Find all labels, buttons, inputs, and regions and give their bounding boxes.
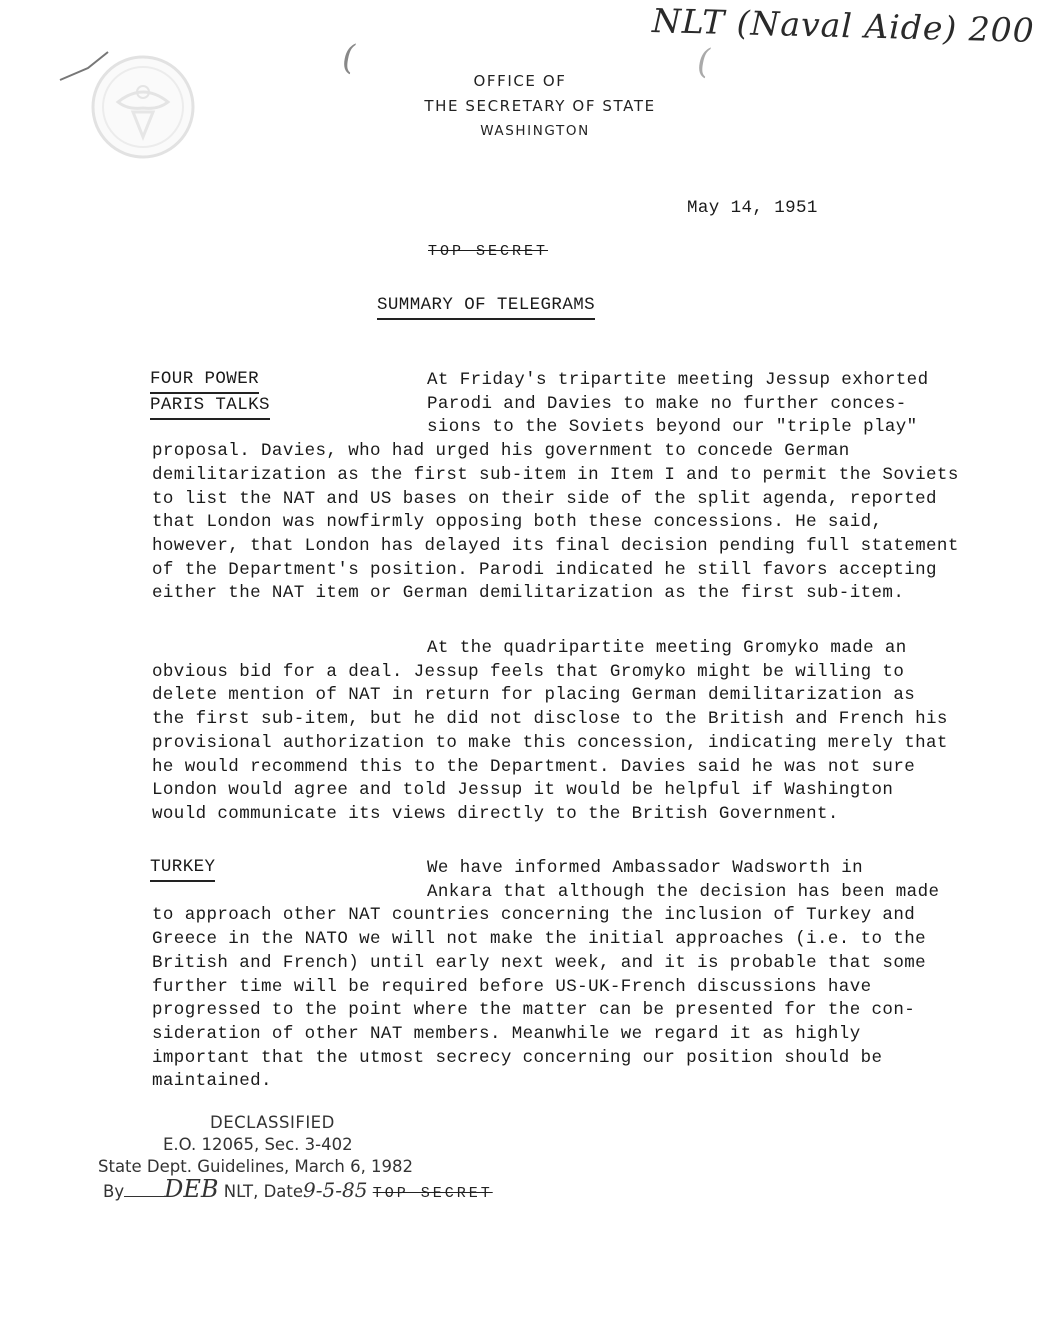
text-line: At Friday's tripartite meeting Jessup exhorted bbox=[427, 370, 929, 390]
text-line: London would agree and told Jessup it would be helpful if Washington bbox=[152, 780, 894, 801]
document-title: SUMMARY OF TELEGRAMS bbox=[377, 295, 595, 320]
executive-order: E.O. 12065, Sec. 3-402 bbox=[163, 1135, 353, 1154]
heading-line-1: FOUR POWER bbox=[150, 368, 259, 394]
text-line: further time will be required before US-UK-French discussions have bbox=[152, 976, 872, 997]
text-line: either the NAT item or German demilitarization as the first sub-item. bbox=[152, 583, 905, 604]
by-line bbox=[98, 1175, 493, 1205]
text-line: the first sub-item, but he did not disclose to the British and French his bbox=[152, 709, 948, 730]
text-line: provisional authorization to make this concession, indicating merely that bbox=[152, 732, 948, 753]
pencil-mark-icon bbox=[58, 44, 118, 84]
letterhead-city: WASHINGTON bbox=[480, 123, 590, 139]
text-line: sions to the Soviets beyond our "triple play" bbox=[427, 417, 918, 438]
declassification-stamp bbox=[98, 1112, 493, 1205]
text-line: he would recommend this to the Department. Davies said he was not sure bbox=[152, 756, 916, 777]
text-line: that London was nowfirmly opposing both these concessions. He said, bbox=[152, 512, 883, 533]
paragraph-four-power-1 bbox=[152, 369, 959, 606]
heading-line: TURKEY bbox=[150, 856, 215, 882]
text-line: proposal. Davies, who had urged his government to concede German bbox=[152, 441, 850, 462]
paragraph-four-power-2 bbox=[152, 637, 952, 827]
letterhead-secretary: THE SECRETARY OF STATE bbox=[424, 97, 656, 115]
footer-classification: TOP SECRET bbox=[372, 1185, 493, 1202]
reviewer-initials: DEB bbox=[164, 1175, 219, 1203]
stray-mark-left: ( bbox=[342, 38, 356, 78]
text-line: sideration of other NAT members. Meanwhile we regard it as highly bbox=[152, 1023, 861, 1044]
text-line: would communicate its views directly to the British Government. bbox=[152, 803, 839, 824]
text-line: British and French) until early next week, and it is probable that some bbox=[152, 952, 927, 973]
text-line: however, that London has delayed its final decision pending full statement bbox=[152, 535, 959, 556]
classification-struck: TOP SECRET bbox=[428, 243, 549, 260]
text-line: of the Department's position. Parodi indicated he still favors accepting bbox=[152, 559, 937, 580]
text-line: demilitarization as the first sub-item in Item I and to permit the Soviets bbox=[152, 464, 959, 485]
text-line: We have informed Ambassador Wadsworth in bbox=[427, 858, 864, 878]
text-line: to approach other NAT countries concerning the inclusion of Turkey and bbox=[152, 905, 916, 926]
text-line: delete mention of NAT in return for placing German demilitarization as bbox=[152, 685, 916, 706]
by-label: By bbox=[103, 1182, 125, 1201]
document-date: May 14, 1951 bbox=[687, 198, 818, 218]
agency-date-label: NLT, Date bbox=[223, 1182, 304, 1201]
paragraph-turkey bbox=[152, 857, 952, 1094]
text-line: to list the NAT and US bases on their side of the split agenda, reported bbox=[152, 488, 937, 509]
declass-date: 9-5-85 bbox=[303, 1178, 368, 1202]
guidelines-line: State Dept. Guidelines, March 6, 1982 bbox=[98, 1157, 414, 1176]
text-line: Greece in the NATO we will not make the initial approaches (i.e. to the bbox=[152, 929, 927, 950]
declassified-label: DECLASSIFIED bbox=[210, 1113, 335, 1132]
letterhead-office: OFFICE OF bbox=[473, 72, 567, 90]
handwritten-annotation: NLT (Naval Aide) 200 bbox=[651, 0, 1036, 51]
text-line: maintained. bbox=[152, 1071, 272, 1092]
stray-mark-right: ( bbox=[697, 42, 711, 82]
heading-line-2: PARIS TALKS bbox=[150, 394, 270, 420]
text-line: At the quadripartite meeting Gromyko made an bbox=[427, 638, 907, 658]
text-line: important that the utmost secrecy concerning our position should be bbox=[152, 1047, 883, 1068]
text-line: Parodi and Davies to make no further conces- bbox=[427, 393, 907, 414]
text-line: progressed to the point where the matter can be presented for the con- bbox=[152, 1000, 916, 1021]
text-line: Ankara that although the decision has been made bbox=[427, 881, 940, 902]
text-line: obvious bid for a deal. Jessup feels that Gromyko might be willing to bbox=[152, 661, 905, 682]
